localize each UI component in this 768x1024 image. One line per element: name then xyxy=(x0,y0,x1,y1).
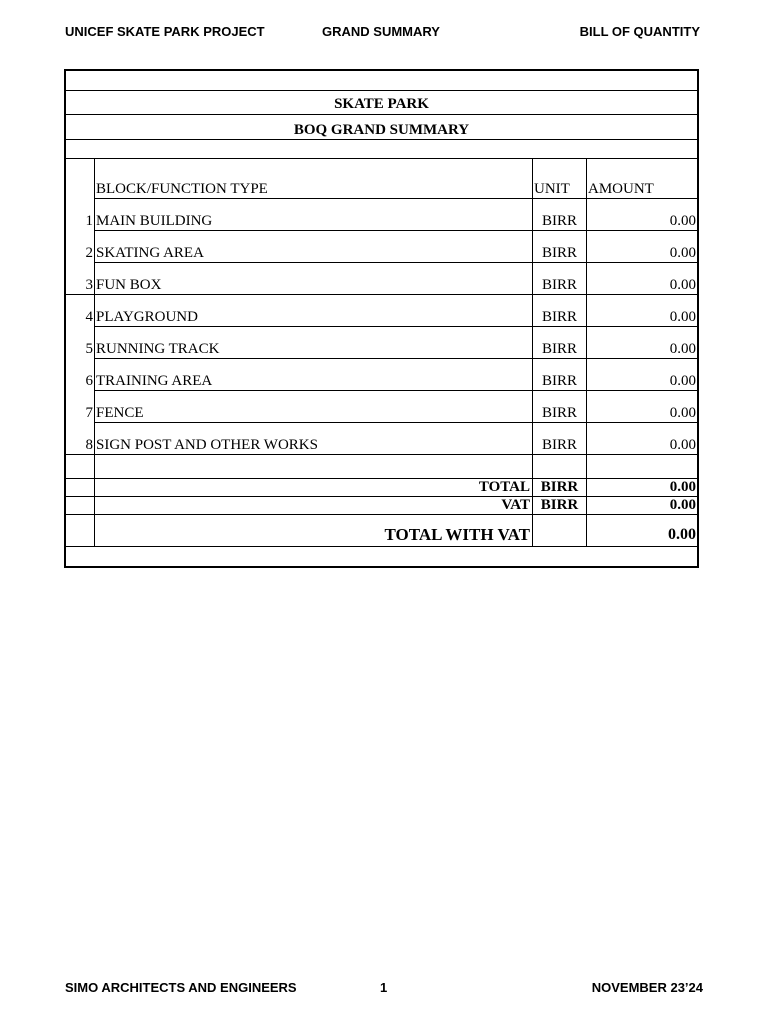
row-unit: BIRR xyxy=(541,277,577,293)
total-label: TOTAL xyxy=(478,479,530,495)
row-unit: BIRR xyxy=(541,437,577,453)
row-number: 4 xyxy=(85,309,93,325)
grid-line xyxy=(66,139,697,140)
grid-line xyxy=(66,514,697,515)
vat-label: VAT xyxy=(501,497,530,513)
grid-line xyxy=(66,294,697,295)
grid-line xyxy=(95,262,697,263)
row-number: 7 xyxy=(85,405,93,421)
row-amount: 0.00 xyxy=(669,405,696,421)
page-header xyxy=(65,24,700,42)
total-unit: BIRR xyxy=(540,479,579,495)
row-number: 2 xyxy=(85,245,93,261)
row-unit: BIRR xyxy=(541,245,577,261)
grid-line xyxy=(66,454,697,455)
row-amount: 0.00 xyxy=(669,309,696,325)
grid-line xyxy=(66,90,697,91)
row-name: RUNNING TRACK xyxy=(96,341,220,357)
table-subtitle: BOQ GRAND SUMMARY xyxy=(293,122,470,138)
row-amount: 0.00 xyxy=(669,213,696,229)
header-project: UNICEF SKATE PARK PROJECT xyxy=(65,24,265,39)
total-with-vat-label: TOTAL WITH VAT xyxy=(384,525,530,544)
column-header-amount: AMOUNT xyxy=(588,181,654,197)
vat-amount: 0.00 xyxy=(669,497,696,513)
column-header-type: BLOCK/FUNCTION TYPE xyxy=(96,181,268,197)
row-number: 5 xyxy=(85,341,93,357)
row-number: 6 xyxy=(85,373,93,389)
row-unit: BIRR xyxy=(541,309,577,325)
page-footer xyxy=(65,980,703,998)
row-unit: BIRR xyxy=(541,405,577,421)
header-document: BILL OF QUANTITY xyxy=(579,24,700,39)
grid-line xyxy=(95,358,697,359)
total-amount: 0.00 xyxy=(669,479,696,495)
header-section: GRAND SUMMARY xyxy=(322,24,440,39)
grid-line xyxy=(66,158,697,159)
grid-line xyxy=(66,546,697,547)
row-number: 1 xyxy=(85,213,93,229)
row-name: FENCE xyxy=(96,405,144,421)
row-name: SKATING AREA xyxy=(96,245,204,261)
row-number: 3 xyxy=(85,277,93,293)
footer-date: NOVEMBER 23’24 xyxy=(591,980,703,995)
grid-line xyxy=(95,422,697,423)
row-name: SIGN POST AND OTHER WORKS xyxy=(96,437,318,453)
row-name: TRAINING AREA xyxy=(96,373,213,389)
row-name: FUN BOX xyxy=(96,277,162,293)
grid-line xyxy=(66,114,697,115)
row-amount: 0.00 xyxy=(669,245,696,261)
row-amount: 0.00 xyxy=(669,437,696,453)
row-name: MAIN BUILDING xyxy=(96,213,213,229)
table-title: SKATE PARK xyxy=(334,96,429,112)
row-amount: 0.00 xyxy=(669,373,696,389)
column-header-unit: UNIT xyxy=(534,181,570,197)
row-name: PLAYGROUND xyxy=(96,309,198,325)
grid-line xyxy=(95,198,697,199)
grid-line xyxy=(95,326,697,327)
boq-summary-table xyxy=(64,69,699,568)
row-unit: BIRR xyxy=(541,373,577,389)
grid-line xyxy=(95,390,697,391)
footer-company: SIMO ARCHITECTS AND ENGINEERS xyxy=(65,980,297,995)
row-amount: 0.00 xyxy=(669,341,696,357)
row-unit: BIRR xyxy=(541,341,577,357)
page-number: 1 xyxy=(380,980,388,995)
grid-line xyxy=(95,230,697,231)
total-with-vat-amount: 0.00 xyxy=(668,526,696,543)
row-amount: 0.00 xyxy=(669,277,696,293)
row-number: 8 xyxy=(85,437,93,453)
vat-unit: BIRR xyxy=(540,497,579,513)
row-unit: BIRR xyxy=(541,213,577,229)
